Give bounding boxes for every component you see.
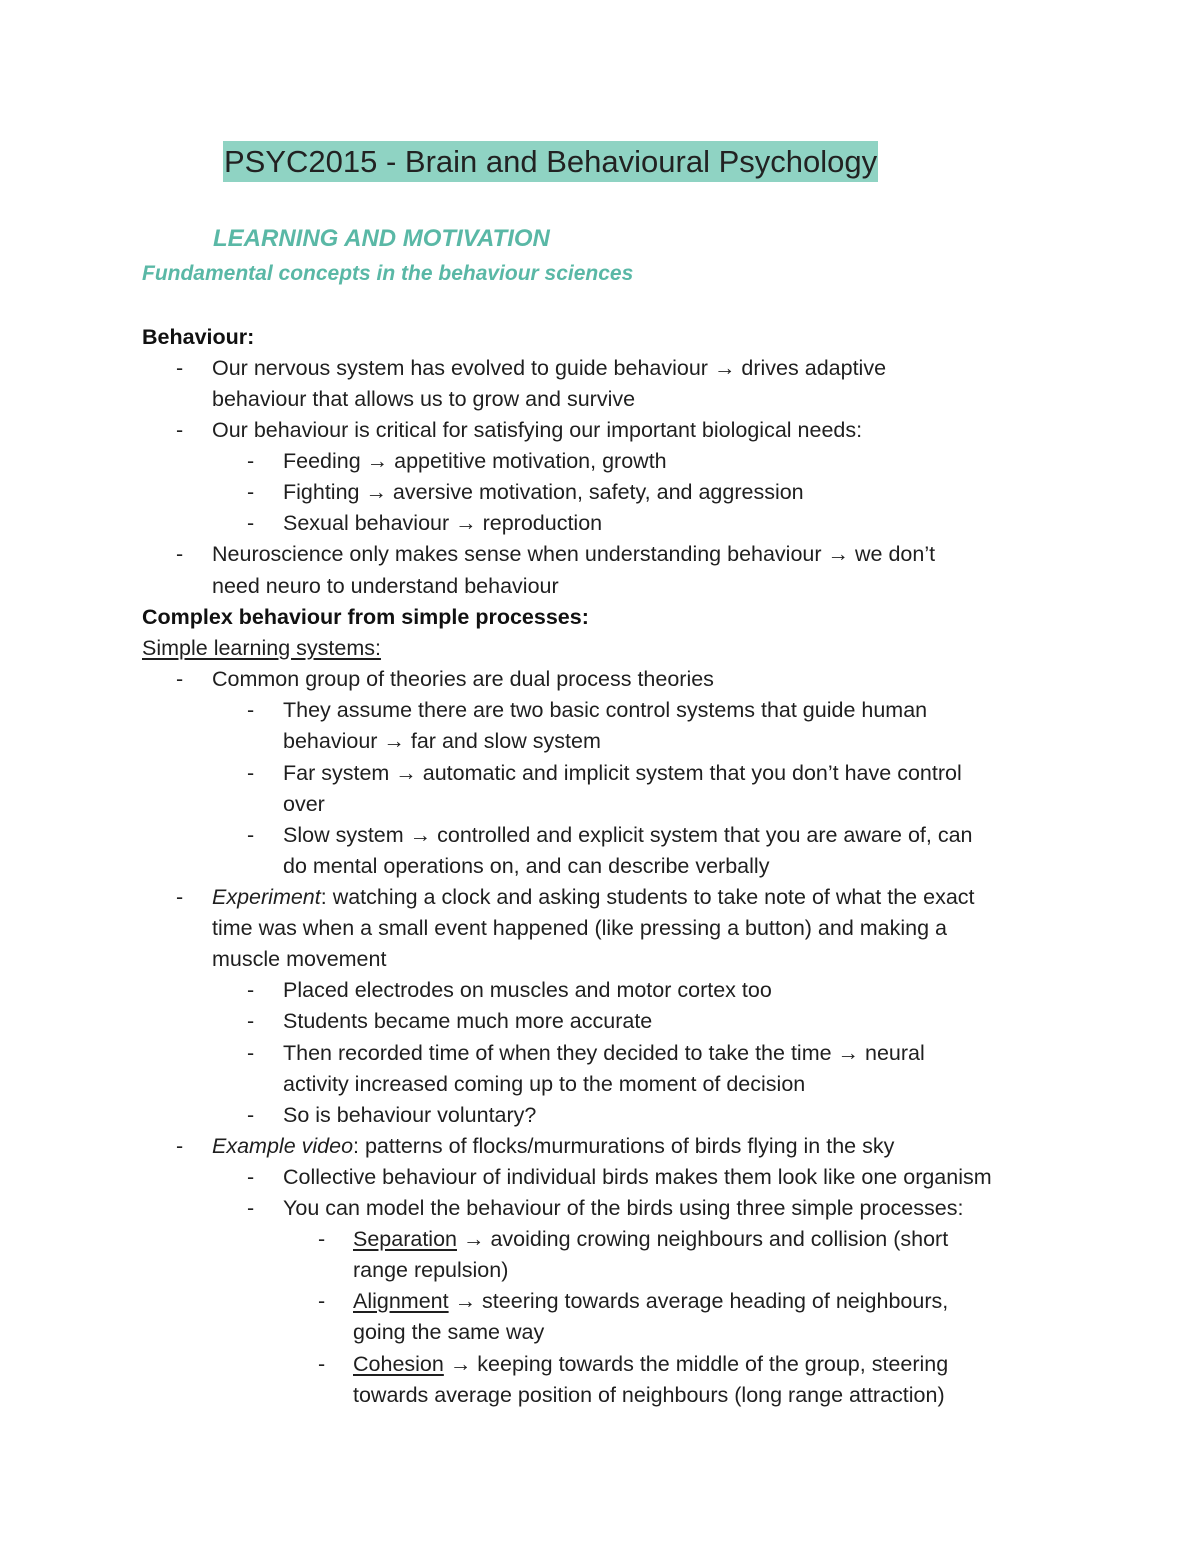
list-item: They assume there are two basic control systems that guide human xyxy=(283,698,928,722)
bullet-dash: - xyxy=(247,1103,255,1127)
list-item xyxy=(353,1224,948,1255)
bullet-dash: - xyxy=(247,1165,255,1189)
list-item xyxy=(353,1286,948,1317)
list-item-continuation: behaviour that allows us to grow and survive xyxy=(212,387,636,411)
list-item: Our behaviour is critical for satisfying our important biological needs: xyxy=(212,418,863,442)
list-item-continuation: towards average position of neighbours (long range attraction) xyxy=(353,1383,945,1407)
complex-heading: Complex behaviour from simple processes: xyxy=(142,605,589,629)
list-item-continuation: over xyxy=(283,792,325,816)
list-item-continuation: muscle movement xyxy=(212,947,387,971)
example-video-label: Example video xyxy=(212,1134,354,1158)
list-item: Slow system → controlled and explicit system that you are aware of, can xyxy=(283,823,973,847)
list-item-continuation: behaviour → far and slow system xyxy=(283,729,601,753)
alignment-text: → steering towards average heading of neighbours, xyxy=(448,1289,949,1313)
experiment-label: Experiment xyxy=(212,885,321,909)
list-item-continuation: range repulsion) xyxy=(353,1258,509,1282)
bullet-dash: - xyxy=(247,761,255,785)
list-item-continuation: do mental operations on, and can describe verbally xyxy=(283,854,770,878)
behaviour-heading: Behaviour: xyxy=(142,325,255,349)
list-item xyxy=(212,882,975,913)
list-item: So is behaviour voluntary? xyxy=(283,1103,537,1127)
list-item: Feeding → appetitive motivation, growth xyxy=(283,449,667,473)
list-item: You can model the behaviour of the birds using three simple processes: xyxy=(283,1196,964,1220)
list-item: Students became much more accurate xyxy=(283,1009,653,1033)
experiment-text: : watching a clock and asking students to take note of what the exact xyxy=(320,885,975,909)
bullet-dash: - xyxy=(247,1009,255,1033)
list-item-continuation: activity increased coming up to the moment of decision xyxy=(283,1072,806,1096)
list-item xyxy=(353,1349,948,1380)
bullet-dash: - xyxy=(176,542,184,566)
bullet-dash: - xyxy=(247,823,255,847)
bullet-dash: - xyxy=(247,1041,255,1065)
page-title: PSYC2015 - Brain and Behavioural Psychology xyxy=(223,141,878,182)
bullet-dash: - xyxy=(247,449,255,473)
bullet-dash: - xyxy=(176,1134,184,1158)
list-item: Then recorded time of when they decided to take the time → neural xyxy=(283,1041,925,1065)
list-item: Fighting → aversive motivation, safety, and aggression xyxy=(283,480,804,504)
bullet-dash: - xyxy=(318,1227,326,1251)
list-item-continuation: time was when a small event happened (like pressing a button) and making a xyxy=(212,916,947,940)
bullet-dash: - xyxy=(247,978,255,1002)
list-item: Neuroscience only makes sense when understanding behaviour → we don’t xyxy=(212,542,936,566)
list-item: Our nervous system has evolved to guide behaviour → drives adaptive xyxy=(212,356,887,380)
alignment-term: Alignment xyxy=(353,1289,449,1313)
bullet-dash: - xyxy=(318,1289,326,1313)
list-item: Sexual behaviour → reproduction xyxy=(283,511,603,535)
example-video-text: : patterns of flocks/murmurations of birds flying in the sky xyxy=(353,1134,895,1158)
bullet-dash: - xyxy=(176,356,184,380)
list-item xyxy=(212,1131,894,1162)
list-item-continuation: going the same way xyxy=(353,1320,545,1344)
bullet-dash: - xyxy=(247,480,255,504)
bullet-dash: - xyxy=(247,511,255,535)
list-item: Placed electrodes on muscles and motor cortex too xyxy=(283,978,772,1002)
section-subheading: Fundamental concepts in the behaviour sciences xyxy=(142,262,634,285)
bullet-dash: - xyxy=(176,885,184,909)
bullet-dash: - xyxy=(247,698,255,722)
bullet-dash: - xyxy=(176,667,184,691)
cohesion-text: → keeping towards the middle of the group, steering xyxy=(443,1352,949,1376)
separation-term: Separation xyxy=(353,1227,457,1251)
bullet-dash: - xyxy=(247,1196,255,1220)
list-item-continuation: need neuro to understand behaviour xyxy=(212,574,559,598)
separation-text: → avoiding crowing neighbours and collision (short xyxy=(457,1227,949,1251)
complex-subheading: Simple learning systems: xyxy=(142,636,381,660)
list-item: Common group of theories are dual process theories xyxy=(212,667,714,691)
list-item: Far system → automatic and implicit system that you don’t have control xyxy=(283,761,962,785)
bullet-dash: - xyxy=(176,418,184,442)
section-heading: LEARNING AND MOTIVATION xyxy=(213,225,550,252)
bullet-dash: - xyxy=(318,1352,326,1376)
list-item: Collective behaviour of individual birds makes them look like one organism xyxy=(283,1165,992,1189)
cohesion-term: Cohesion xyxy=(353,1352,444,1376)
